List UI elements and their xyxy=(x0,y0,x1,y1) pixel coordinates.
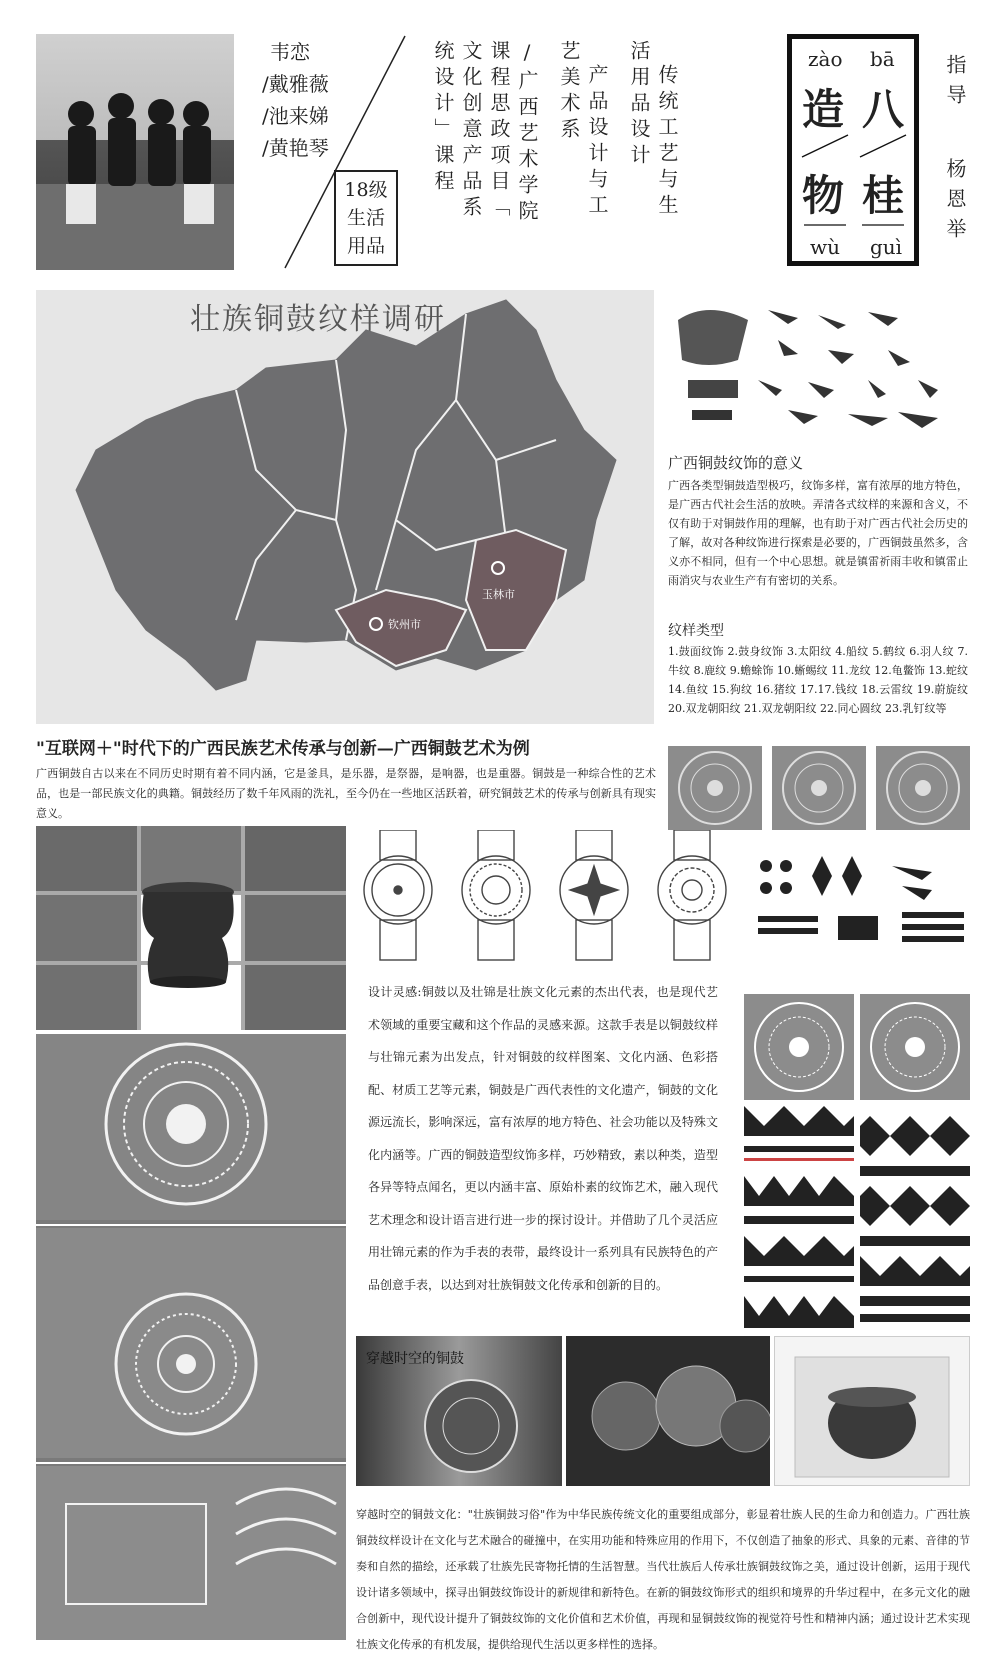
drum-face-large-1 xyxy=(744,994,854,1100)
pattern-collage xyxy=(744,994,970,1328)
map-city-yulin: 玉林市 xyxy=(482,588,515,601)
zhuang-brocade-motifs xyxy=(752,846,970,958)
logo-pinyin-wu: wù xyxy=(810,235,840,259)
pattern-types-list: 1.鼓面纹饰 2.鼓身纹饰 3.太阳纹 4.船纹 5.鹤纹 6.羽人纹 7.牛纹 8.鹿纹 9.蟾蜍饰 10.蜥蜴纹 11.龙纹 12.龟鳖饰 13.蛇纹 14.鱼纹 15.狗纹 16.猪纹 17.17.钱纹 18.云雷纹 19.蔚旋纹 20.双龙朝阳纹 21.双龙朝阳纹 22.同心圆纹 23.乳钉纹等 xyxy=(668,645,968,715)
meaning-body: 广西各类型铜鼓造型极巧，纹饰多样，富有浓厚的地方特色，是广西古代社会生活的放映。弄清各式纹样的来源和含义，不仅有助于对铜鼓作用的理解，也有助于对广西古代社会历史的了解，故对各种纹饰进行探索是必要的，广西铜鼓虽然多，含义亦不相同，但有一个中心思想。就是镇雷祈雨丰收和镇雷止雨消灾与农业生产有有密切的关系。 xyxy=(668,479,968,587)
course-title-columns xyxy=(432,34,678,274)
texture-tile xyxy=(36,826,137,891)
logo-pinyin-zao: zào xyxy=(808,47,843,71)
bronze-drum-photo xyxy=(138,878,238,988)
member-4: /黄艳琴 xyxy=(262,136,329,160)
pattern-types-heading: 纹样类型 xyxy=(668,623,724,639)
drum-display xyxy=(416,1376,526,1476)
grade-line-3: 用品 xyxy=(346,235,385,257)
advisor-label: 指导 xyxy=(943,54,967,114)
logo-dividers xyxy=(798,131,910,161)
member-2: /戴雅薇 xyxy=(262,72,329,96)
meaning-heading: 广西铜鼓纹饰的意义 xyxy=(668,454,804,472)
drum-face-large-2 xyxy=(860,994,970,1100)
drum-rubbing-collage xyxy=(36,1034,346,1640)
drum-face-images xyxy=(668,746,970,830)
advisor-name: 杨恩举 xyxy=(943,158,967,248)
member-1: 韦恋 xyxy=(270,40,310,64)
texture-tile xyxy=(36,895,137,960)
museum-sign-text: 穿越时空的铜鼓 xyxy=(366,1351,464,1367)
drum-face-1 xyxy=(668,746,762,830)
intro-body: 广西铜鼓自古以来在不同历史时期有着不同内涵，它是釜具，是乐器，是祭器，是响器，也是重器。铜鼓是一种综合性的艺术品，也是一部民族文化的典籍。铜鼓经历了数千年风雨的洗礼，至今仍在一些地区活跃着，研究铜鼓艺术的传承与创新具有现实意义。 xyxy=(36,767,656,820)
brocade-pattern-1 xyxy=(744,1106,854,1328)
grade-line-1: 18级 xyxy=(344,179,388,201)
texture-tile xyxy=(36,965,137,1030)
course-column-7: 活用品设计 xyxy=(627,40,651,170)
course-column-6: 产品设计与工 xyxy=(585,64,609,220)
guangxi-map xyxy=(36,290,654,724)
inspiration-body: 铜鼓以及壮锦是壮族文化元素的杰出代表，也是现代艺术领域的重要宝藏和这个作品的灵感来源。这款手表是以铜鼓纹样与壮锦元素为出发点，针对铜鼓的纹样图案、文化内涵、色彩搭配、材质工艺等元素，铜鼓是广西代表性的文化遗产，铜鼓的文化源远流长，影响深远，富有浓厚的地方特色、社会功能以及特殊文化内涵等。广西的铜鼓造型纹饰多样，巧妙精致，素以种类，造型各异等特点闻名，更以内涵丰富、原始朴素的纹饰艺术，融入现代艺术理念和设计语言进行进一步的探讨设计。并借助了几个灵活应用壮锦元素的作为手表的表带，最终设计一系列具有民族特色的产品创意手表，以达到对壮族铜鼓文化传承和创新的目的。 xyxy=(368,985,718,1292)
grade-line-2: 生活 xyxy=(346,207,385,229)
inspiration-label: 设计灵感: xyxy=(368,985,422,999)
drum-face-2 xyxy=(772,746,866,830)
course-column-3: 课程思政项目「 xyxy=(487,40,511,222)
texture-tile xyxy=(245,826,346,891)
grade-box xyxy=(334,170,398,266)
single-drum-case xyxy=(775,1337,969,1485)
drum-face-3 xyxy=(876,746,970,830)
logo-dividers-bottom xyxy=(798,215,910,235)
pattern-motif-sketches xyxy=(668,300,968,450)
course-column-4: /广西艺术学院 xyxy=(515,40,539,226)
logo-char-zao: 造 xyxy=(802,85,845,134)
drum-exhibit-cluster xyxy=(566,1336,770,1486)
texture-tile xyxy=(245,965,346,1030)
bottom-body: 穿越时空的铜鼓文化："壮族铜鼓习俗"作为中华民族传统文化的重要组成部分，彰显着壮族人民的生命力和创造力。广西壮族铜鼓纹样设计在文化与艺术融合的碰撞中，在实用功能和特殊应用的作用下，不仅创造了抽象的形式、具象的元素、音律的节奏和自然的描绘，还承载了壮族先民寄物托情的生活智慧。当代壮族后人传承壮族铜鼓纹饰之美，通过设计创新，运用于现代设计诸多领域中，探寻出铜鼓纹饰设计的新规律和新特色。在新的铜鼓纹饰形式的组织和境界的升华过程中，在多元文化的融合创新中，现代设计提升了铜鼓纹饰的文化价值和艺术价值，再现和显铜鼓纹饰的视觉符号性和精神内涵；通过设计艺术实现壮族文化传承的有机发展，提供给现代生活以更多样性的选择。 xyxy=(356,1508,970,1651)
brocade-pattern-2 xyxy=(860,1106,970,1328)
course-column-5: 艺美术系 xyxy=(557,40,581,144)
museum-photo-1 xyxy=(356,1336,562,1486)
course-column-1: 统设计」课程 xyxy=(431,40,455,196)
inspiration-text xyxy=(368,976,718,1301)
museum-photo-3 xyxy=(774,1336,970,1486)
course-column-2: 文化创意产品系 xyxy=(459,40,483,222)
map-title: 壮族铜鼓纹样调研 xyxy=(190,302,446,337)
map-city-qinzhou: 钦州市 xyxy=(388,618,421,631)
logo-char-gui: 桂 xyxy=(862,171,905,220)
logo-char-ba: 八 xyxy=(862,85,905,134)
course-column-8: 传统工艺与生 xyxy=(655,64,679,220)
logo-pinyin-ba: bā xyxy=(870,47,895,71)
logo-zaowu-bagui xyxy=(787,34,919,266)
texture-tile xyxy=(245,895,346,960)
guangxi-map-panel xyxy=(36,290,654,724)
watch-design-sketches xyxy=(350,830,745,970)
group-photo xyxy=(36,34,234,270)
logo-pinyin-gui: guì xyxy=(870,235,903,259)
member-3: /池来娣 xyxy=(262,104,329,128)
museum-photo-2 xyxy=(566,1336,770,1486)
group-photo-figures xyxy=(36,34,234,270)
logo-char-wu: 物 xyxy=(802,171,845,220)
intro-title: "互联网＋"时代下的广西民族艺术传承与创新—广西铜鼓艺术为例 xyxy=(36,739,530,759)
